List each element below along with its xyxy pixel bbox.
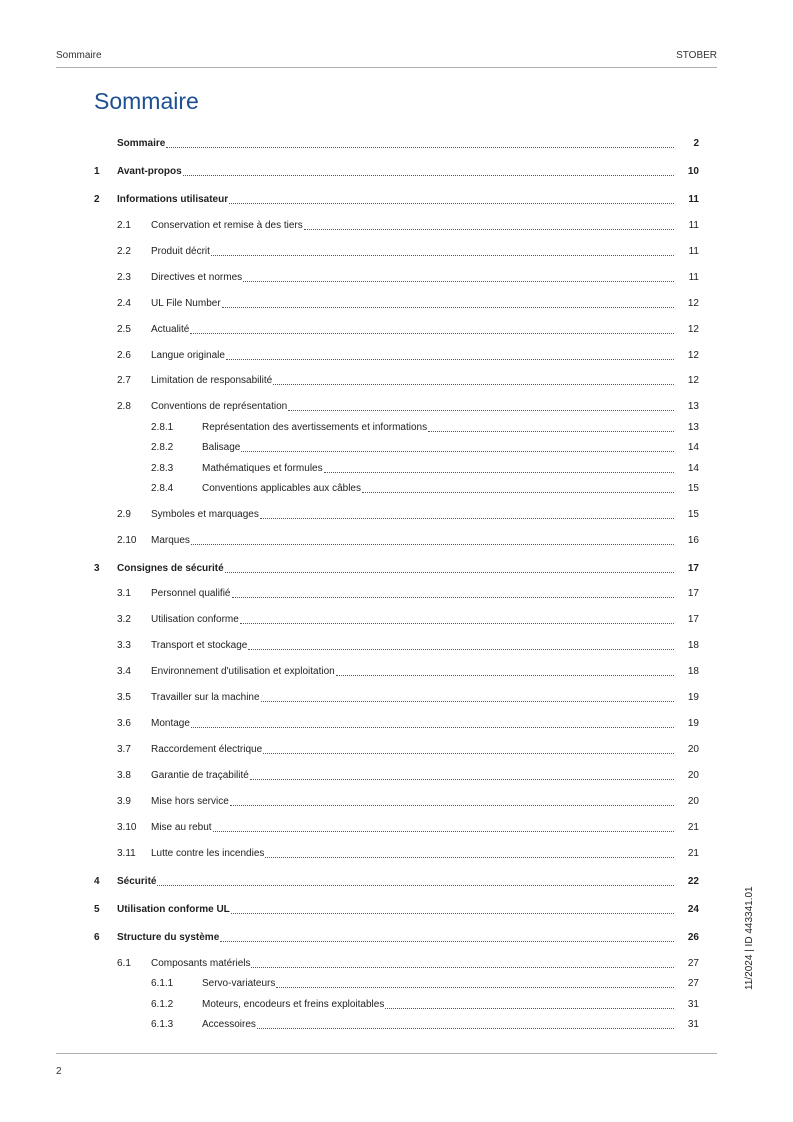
toc-entry-title: Sécurité: [117, 876, 157, 887]
toc-entry-title: Symboles et marquages: [151, 509, 259, 520]
toc-entry[interactable]: [56, 271, 699, 285]
dot-leader: [362, 492, 674, 493]
toc-entry-number: 2: [94, 194, 100, 205]
toc-entry[interactable]: [56, 562, 699, 576]
document-id-text: 11/2024 | ID 443341.01: [744, 886, 755, 990]
toc-entry[interactable]: [56, 743, 699, 757]
dot-leader: [191, 544, 674, 545]
dot-leader: [251, 967, 674, 968]
toc-entry[interactable]: [56, 1018, 699, 1032]
toc-entry-number: 3.5: [117, 692, 131, 703]
dot-leader: [230, 805, 674, 806]
toc-entry-title: Limitation de responsabilité: [151, 375, 273, 386]
toc-entry[interactable]: [56, 534, 699, 548]
toc-entry-number: 1: [94, 166, 100, 177]
dot-leader: [157, 885, 674, 886]
toc-entry-number: 3.9: [117, 796, 131, 807]
toc-entry[interactable]: [56, 665, 699, 679]
toc-entry-title: Produit décrit: [151, 246, 210, 257]
toc-entry[interactable]: [56, 691, 699, 705]
dot-leader: [191, 727, 674, 728]
toc-entry-title: Mise hors service: [151, 796, 229, 807]
toc-entry-title: Garantie de traçabilité: [151, 770, 249, 781]
toc-entry[interactable]: [56, 297, 699, 311]
toc-entry-page: 15: [687, 509, 699, 520]
dot-leader: [385, 1008, 674, 1009]
toc-entry[interactable]: [56, 462, 699, 476]
toc-entry-title: Lutte contre les incendies: [151, 848, 265, 859]
toc-entry-title: Environnement d'utilisation et exploitation: [151, 666, 335, 677]
dot-leader: [273, 384, 674, 385]
dot-leader: [213, 831, 674, 832]
dot-leader: [190, 333, 674, 334]
toc-entry-page: 12: [687, 375, 699, 386]
toc-entry[interactable]: [56, 903, 699, 917]
toc-entry-page: 21: [687, 822, 699, 833]
toc-entry-page: 10: [687, 166, 699, 177]
dot-leader: [222, 307, 674, 308]
toc-entry[interactable]: [56, 421, 699, 435]
toc-entry-page: 31: [687, 1019, 699, 1030]
toc-entry[interactable]: [56, 613, 699, 627]
toc-entry-page: 17: [687, 588, 699, 599]
toc-entry-number: 3.4: [117, 666, 131, 677]
dot-leader: [304, 229, 674, 230]
toc-entry[interactable]: [56, 639, 699, 653]
toc-entry-number: 2.5: [117, 324, 131, 335]
toc-entry-number: 2.8.2: [151, 442, 174, 453]
toc-entry-page: 21: [687, 848, 699, 859]
toc-entry-number: 2.8.3: [151, 463, 174, 474]
toc-entry[interactable]: [56, 374, 699, 388]
toc-entry-page: 24: [687, 904, 699, 915]
toc-entry[interactable]: [56, 795, 699, 809]
toc-entry[interactable]: [56, 821, 699, 835]
toc-entry-title: Mise au rebut: [151, 822, 212, 833]
dot-leader: [265, 857, 674, 858]
toc-entry[interactable]: [56, 137, 699, 151]
toc-entry-page: 13: [687, 401, 699, 412]
dot-leader: [243, 281, 674, 282]
dot-leader: [428, 431, 674, 432]
toc-entry-title: Conservation et remise à des tiers: [151, 220, 303, 231]
toc-entry-number: 3.3: [117, 640, 131, 651]
dot-leader: [225, 572, 674, 573]
toc-entry-number: 3: [94, 563, 100, 574]
toc-entry-number: 4: [94, 876, 100, 887]
toc-entry-title: Conventions de représentation: [151, 401, 288, 412]
dot-leader: [241, 451, 674, 452]
toc-entry-title: Personnel qualifié: [151, 588, 231, 599]
dot-leader: [324, 472, 674, 473]
toc-entry-title: Informations utilisateur: [117, 194, 229, 205]
toc-entry-page: 12: [687, 350, 699, 361]
toc-entry-title: Mathématiques et formules: [202, 463, 323, 474]
toc-entry-number: 3.2: [117, 614, 131, 625]
toc-entry[interactable]: [56, 482, 699, 496]
toc-entry-number: 2.3: [117, 272, 131, 283]
dot-leader: [229, 203, 674, 204]
dot-leader: [260, 518, 674, 519]
toc-entry-number: 2.6: [117, 350, 131, 361]
dot-leader: [211, 255, 674, 256]
toc-entry-number: 2.9: [117, 509, 131, 520]
dot-leader: [183, 175, 674, 176]
toc-entry-page: 11: [688, 194, 699, 205]
page-number: 2: [56, 1066, 62, 1077]
toc-entry-page: 20: [687, 796, 699, 807]
dot-leader: [288, 410, 674, 411]
toc-entry-title: Accessoires: [202, 1019, 256, 1030]
toc-entry-page: 31: [687, 999, 699, 1010]
toc-entry-number: 3.11: [117, 848, 136, 859]
dot-leader: [166, 147, 674, 148]
toc-entry-page: 15: [687, 483, 699, 494]
dot-leader: [276, 987, 674, 988]
footer-divider: [56, 1053, 717, 1054]
toc-entry-number: 3.1: [117, 588, 131, 599]
toc-entry-number: 2.10: [117, 535, 137, 546]
toc-entry-page: 11: [688, 246, 699, 257]
dot-leader: [232, 597, 675, 598]
toc-entry-number: 6.1.3: [151, 1019, 174, 1030]
toc-entry[interactable]: [56, 349, 699, 363]
toc-entry-title: Raccordement électrique: [151, 744, 263, 755]
toc-entry-title: Servo-variateurs: [202, 978, 276, 989]
toc-entry-page: 19: [687, 692, 699, 703]
toc-entry-title: Directives et normes: [151, 272, 243, 283]
toc-entry-title: Langue originale: [151, 350, 225, 361]
document-id-label: [744, 886, 793, 990]
toc-entry-number: 3.8: [117, 770, 131, 781]
toc-entry-number: 2.1: [117, 220, 131, 231]
toc-entry-title: UL File Number: [151, 298, 221, 309]
toc-entry[interactable]: [56, 977, 699, 991]
toc-entry-title: Montage: [151, 718, 190, 729]
toc-entry-page: 22: [687, 876, 699, 887]
toc-entry-page: 14: [687, 463, 699, 474]
dot-leader: [257, 1028, 674, 1029]
toc-entry-number: 6.1.2: [151, 999, 174, 1010]
toc-entry-number: 3.6: [117, 718, 131, 729]
dot-leader: [248, 649, 674, 650]
page-title: Sommaire: [94, 88, 199, 114]
toc-entry[interactable]: [56, 400, 699, 414]
dot-leader: [231, 913, 674, 914]
toc-entry-page: 19: [687, 718, 699, 729]
toc-entry-page: 17: [687, 614, 699, 625]
toc-entry[interactable]: [56, 769, 699, 783]
toc-entry-number: 2.7: [117, 375, 131, 386]
toc-entry-title: Utilisation conforme UL: [117, 904, 230, 915]
toc-entry[interactable]: [56, 957, 699, 971]
dot-leader: [263, 753, 674, 754]
toc-entry-title: Sommaire: [117, 138, 166, 149]
toc-entry-page: 20: [687, 744, 699, 755]
toc-entry-number: 5: [94, 904, 100, 915]
toc-entry-number: 6.1.1: [151, 978, 174, 989]
toc-entry[interactable]: [56, 587, 699, 601]
toc-entry-title: Travailler sur la machine: [151, 692, 260, 703]
toc-entry-page: 17: [687, 563, 699, 574]
toc-entry-title: Composants matériels: [151, 958, 251, 969]
dot-leader: [336, 675, 674, 676]
toc-entry[interactable]: [56, 441, 699, 455]
toc-entry-title: Conventions applicables aux câbles: [202, 483, 361, 494]
toc-entry-page: 11: [688, 272, 699, 283]
toc-entry[interactable]: [56, 875, 699, 889]
toc-entry-title: Structure du système: [117, 932, 220, 943]
toc-entry-title: Utilisation conforme: [151, 614, 239, 625]
toc-entry-title: Actualité: [151, 324, 190, 335]
toc-entry-number: 3.10: [117, 822, 137, 833]
toc-entry-title: Marques: [151, 535, 190, 546]
toc-entry-number: 2.8: [117, 401, 131, 412]
toc-entry[interactable]: [56, 323, 699, 337]
toc-entry-number: 2.8.4: [151, 483, 174, 494]
toc-entry[interactable]: [56, 847, 699, 861]
dot-leader: [220, 941, 674, 942]
toc-entry-title: Représentation des avertissements et informations: [202, 422, 428, 433]
toc-entry[interactable]: [56, 165, 699, 179]
dot-leader: [240, 623, 674, 624]
dot-leader: [261, 701, 674, 702]
toc-entry-page: 14: [687, 442, 699, 453]
toc-entry-number: 2.2: [117, 246, 131, 257]
toc-entry-title: Consignes de sécurité: [117, 563, 224, 574]
toc-entry-page: 18: [687, 640, 699, 651]
toc-entry[interactable]: [56, 245, 699, 259]
toc-entry-page: 12: [687, 324, 699, 335]
dot-leader: [226, 359, 674, 360]
toc-entry[interactable]: [56, 717, 699, 731]
toc-entry[interactable]: [56, 998, 699, 1012]
toc-entry-number: 6: [94, 932, 100, 943]
toc-entry-title: Moteurs, encodeurs et freins exploitables: [202, 999, 385, 1010]
toc-entry-page: 18: [687, 666, 699, 677]
running-header-brand: STOBER: [676, 50, 717, 61]
toc-entry-page: 16: [687, 535, 699, 546]
toc-entry-title: Avant-propos: [117, 166, 182, 177]
toc-entry-page: 26: [687, 932, 699, 943]
dot-leader: [250, 779, 674, 780]
toc-entry-page: 12: [687, 298, 699, 309]
toc-entry[interactable]: [56, 931, 699, 945]
toc-entry-page: 27: [687, 958, 699, 969]
toc-entry-number: 6.1: [117, 958, 131, 969]
toc-entry-title: Balisage: [202, 442, 241, 453]
toc-entry[interactable]: [56, 219, 699, 233]
toc-entry[interactable]: [56, 508, 699, 522]
toc-entry-number: 2.4: [117, 298, 131, 309]
toc-entry-page: 11: [688, 220, 699, 231]
running-header-section: Sommaire: [56, 50, 102, 61]
toc-entry-number: 3.7: [117, 744, 131, 755]
toc-entry-title: Transport et stockage: [151, 640, 248, 651]
toc-entry-page: 2: [693, 138, 699, 149]
toc-entry-page: 20: [687, 770, 699, 781]
toc-entry-page: 27: [687, 978, 699, 989]
toc-entry-number: 2.8.1: [151, 422, 174, 433]
toc-entry[interactable]: [56, 193, 699, 207]
toc-entry-page: 13: [687, 422, 699, 433]
